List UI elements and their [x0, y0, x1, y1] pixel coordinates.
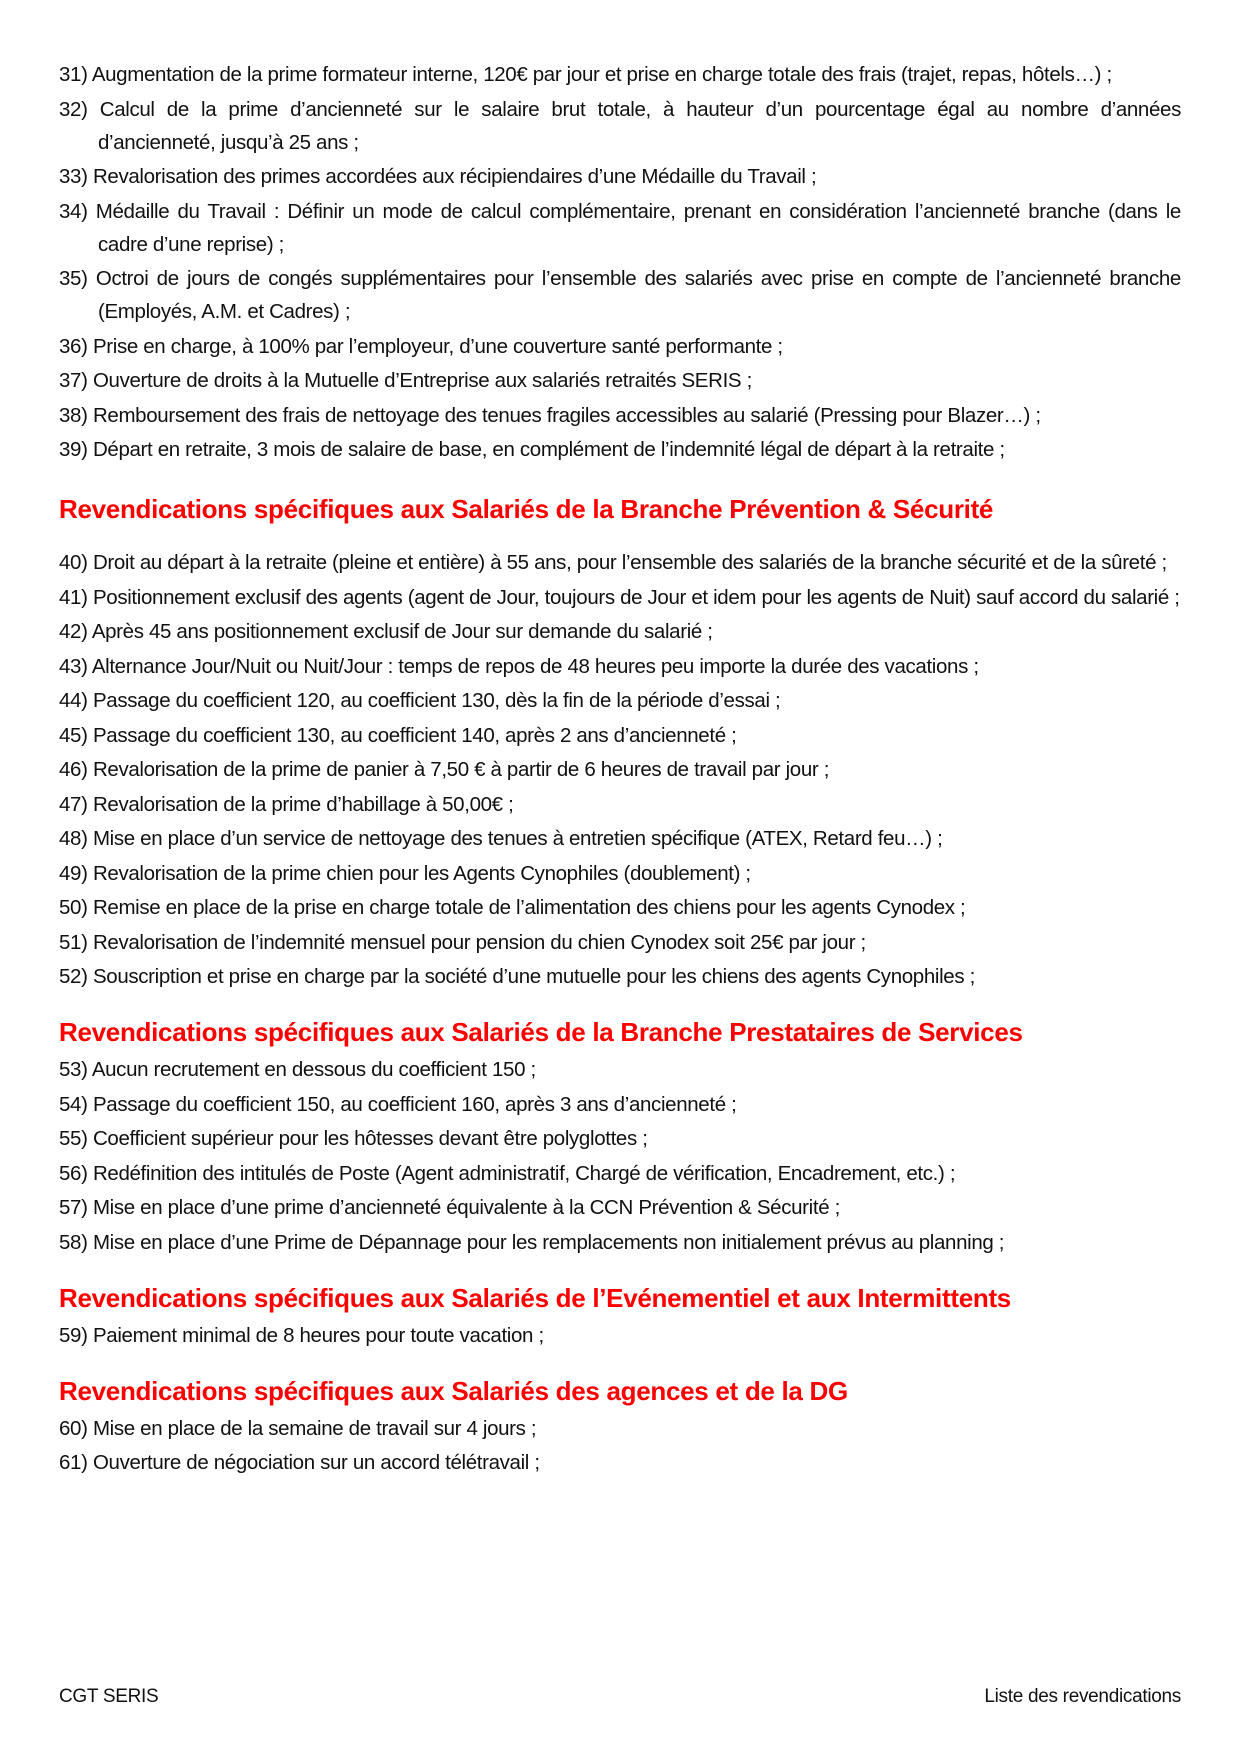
list-item	[59, 926, 1181, 959]
list-item	[59, 399, 1181, 432]
item-text: Aucun recrutement en dessous du coefficient 150 ;	[91, 1058, 536, 1081]
item-text: Positionnement exclusif des agents (agent de Jour, toujours de Jour et idem pour les agents de Nuit) sauf accord du salarié ;	[92, 585, 1180, 609]
item-number: 60)	[59, 1416, 88, 1440]
section-heading: Revendications spécifiques aux Salariés des agences et de la DG	[59, 1375, 848, 1406]
item-number: 32)	[59, 97, 88, 121]
item-text: Mise en place d’un service de nettoyage des tenues à entretien spécifique (ATEX, Retard feu…) ;	[92, 827, 943, 850]
item-text: Alternance Jour/Nuit ou Nuit/Jour : temps de repos de 48 heures peu importe la durée des vacations ;	[91, 654, 979, 678]
section-heading: Revendications spécifiques aux Salariés de la Branche Prestataires de Services	[59, 1017, 1023, 1047]
item-number: 53)	[59, 1058, 88, 1081]
item-text: Mise en place d’une prime d’ancienneté équivalente à la CCN Prévention & Sécurité ;	[92, 1196, 840, 1219]
item-number: 57)	[59, 1196, 88, 1219]
list-item	[59, 330, 1181, 363]
item-text: Après 45 ans positionnement exclusif de Jour sur demande du salarié ;	[91, 620, 713, 643]
item-text: Souscription et prise en charge par la société d’une mutuelle pour les chiens des agents Cynophiles ;	[92, 965, 975, 988]
item-number: 55)	[59, 1127, 88, 1150]
item-text: Revalorisation de la prime d’habillage à 50,00€ ;	[92, 792, 514, 816]
item-text: Ouverture de droits à la Mutuelle d’Entreprise aux salariés retraités SERIS ;	[92, 369, 752, 392]
item-number: 56)	[59, 1161, 88, 1185]
list-item	[59, 650, 1181, 683]
list-item	[59, 753, 1181, 786]
item-text: Départ en retraite, 3 mois de salaire de base, en complément de l’indemnité légal de départ à la retraite ;	[92, 438, 1005, 461]
item-text: Octroi de jours de congés supplémentaires pour l’ensemble des salariés avec prise en compte de l’ancienneté branche (Employés, A.M. et Cadres) ;	[95, 267, 1181, 323]
item-text: Prise en charge, à 100% par l’employeur, d’une couverture santé performante ;	[92, 334, 783, 358]
section-evenementiel-intermittents	[59, 1281, 1181, 1352]
footer-left: CGT SERIS	[59, 1686, 159, 1707]
item-text: Mise en place de la semaine de travail sur 4 jours ;	[92, 1416, 537, 1440]
item-number: 43)	[59, 654, 88, 678]
item-text: Passage du coefficient 120, au coefficient 130, dès la fin de la période d’essai ;	[92, 689, 781, 712]
list-item	[59, 1157, 1181, 1190]
item-number: 44)	[59, 689, 88, 712]
section-prestataires-services	[59, 1015, 1181, 1259]
item-text: Droit au départ à la retraite (pleine et entière) à 55 ans, pour l’ensemble des salariés de la branche sécurité et de la sûreté ;	[92, 551, 1167, 574]
list-item	[59, 1226, 1181, 1259]
list-item	[59, 719, 1181, 752]
item-number: 54)	[59, 1092, 88, 1116]
list-item	[59, 58, 1181, 91]
list-item	[59, 1122, 1181, 1155]
item-number: 35)	[59, 267, 88, 290]
footer-right: Liste des revendications	[984, 1686, 1181, 1707]
item-text: Remise en place de la prise en charge totale de l’alimentation des chiens pour les agents Cynodex ;	[92, 896, 966, 919]
item-text: Ouverture de négociation sur un accord télétravail ;	[92, 1451, 540, 1474]
list-item	[59, 160, 1181, 193]
list-item	[59, 684, 1181, 717]
list-item	[59, 788, 1181, 821]
item-number: 39)	[59, 438, 88, 461]
list-item	[59, 1412, 1181, 1445]
item-number: 58)	[59, 1230, 88, 1254]
item-number: 49)	[59, 861, 88, 885]
page-footer	[59, 1686, 1181, 1708]
item-text: Coefficient supérieur pour les hôtesses devant être polyglottes ;	[92, 1127, 648, 1150]
item-number: 41)	[59, 585, 88, 609]
list-item	[59, 822, 1181, 855]
item-text: Calcul de la prime d’ancienneté sur le salaire brut totale, à hauteur d’un pourcentage égal au nombre d’années d’ancienneté, jusqu’à 25 ans ;	[98, 97, 1181, 154]
section-agences-dg	[59, 1374, 1181, 1480]
item-number: 51)	[59, 930, 88, 954]
section-prevention-securite	[59, 492, 1181, 993]
list-item	[59, 262, 1181, 328]
item-number: 61)	[59, 1451, 88, 1474]
list-item	[59, 891, 1181, 924]
item-number: 31)	[59, 63, 88, 86]
list-item	[59, 1053, 1181, 1086]
item-text: Passage du coefficient 150, au coefficient 160, après 3 ans d’ancienneté ;	[92, 1092, 737, 1116]
item-number: 52)	[59, 965, 88, 988]
list-item	[59, 1088, 1181, 1121]
item-number: 42)	[59, 620, 88, 643]
list-item	[59, 1319, 1181, 1352]
item-text: Redéfinition des intitulés de Poste (Agent administratif, Chargé de vérification, Encadrement, etc.) ;	[92, 1161, 956, 1185]
list-item	[59, 1191, 1181, 1224]
list-item	[59, 581, 1181, 614]
list-item	[59, 546, 1181, 579]
list-item	[59, 960, 1181, 993]
list-item	[59, 1446, 1181, 1479]
list-item	[59, 433, 1181, 466]
section-heading: Revendications spécifiques aux Salariés de la Branche Prévention & Sécurité	[59, 494, 994, 524]
item-text: Médaille du Travail : Définir un mode de calcul complémentaire, prenant en considération l’ancienneté branche (dans le cadre d’une reprise) ;	[95, 199, 1181, 256]
item-number: 50)	[59, 896, 88, 919]
item-text: Revalorisation de la prime chien pour les Agents Cynophiles (doublement) ;	[92, 861, 751, 885]
item-text: Revalorisation de la prime de panier à 7,50 € à partir de 6 heures de travail par jour ;	[92, 758, 830, 781]
item-number: 59)	[59, 1323, 88, 1347]
item-text: Passage du coefficient 130, au coefficient 140, après 2 ans d’ancienneté ;	[92, 723, 737, 747]
item-text: Revalorisation des primes accordées aux récipiendaires d’une Médaille du Travail ;	[92, 165, 817, 188]
item-number: 36)	[59, 334, 88, 358]
document-page	[59, 58, 1181, 1481]
list-item	[59, 364, 1181, 397]
item-number: 33)	[59, 165, 88, 188]
item-number: 34)	[59, 199, 88, 223]
item-text: Augmentation de la prime formateur interne, 120€ par jour et prise en charge totale des frais (trajet, repas, hôtels…) ;	[91, 63, 1112, 86]
section-general	[59, 58, 1181, 466]
item-text: Revalorisation de l’indemnité mensuel pour pension du chien Cynodex soit 25€ par jour ;	[92, 930, 866, 954]
item-text: Remboursement des frais de nettoyage des tenues fragiles accessibles au salarié (Pressing pour Blazer…) ;	[92, 403, 1041, 427]
list-item	[59, 195, 1181, 261]
item-number: 37)	[59, 369, 88, 392]
item-number: 45)	[59, 723, 88, 747]
list-item	[59, 615, 1181, 648]
item-number: 40)	[59, 551, 88, 574]
section-heading: Revendications spécifiques aux Salariés de l’Evénementiel et aux Intermittents	[59, 1282, 1011, 1313]
item-number: 46)	[59, 758, 88, 781]
list-item	[59, 857, 1181, 890]
item-number: 47)	[59, 792, 88, 816]
item-text: Mise en place d’une Prime de Dépannage pour les remplacements non initialement prévus au planning ;	[92, 1230, 1005, 1254]
item-number: 48)	[59, 827, 88, 850]
item-text: Paiement minimal de 8 heures pour toute vacation ;	[92, 1323, 544, 1347]
list-item	[59, 93, 1181, 159]
item-number: 38)	[59, 403, 88, 427]
